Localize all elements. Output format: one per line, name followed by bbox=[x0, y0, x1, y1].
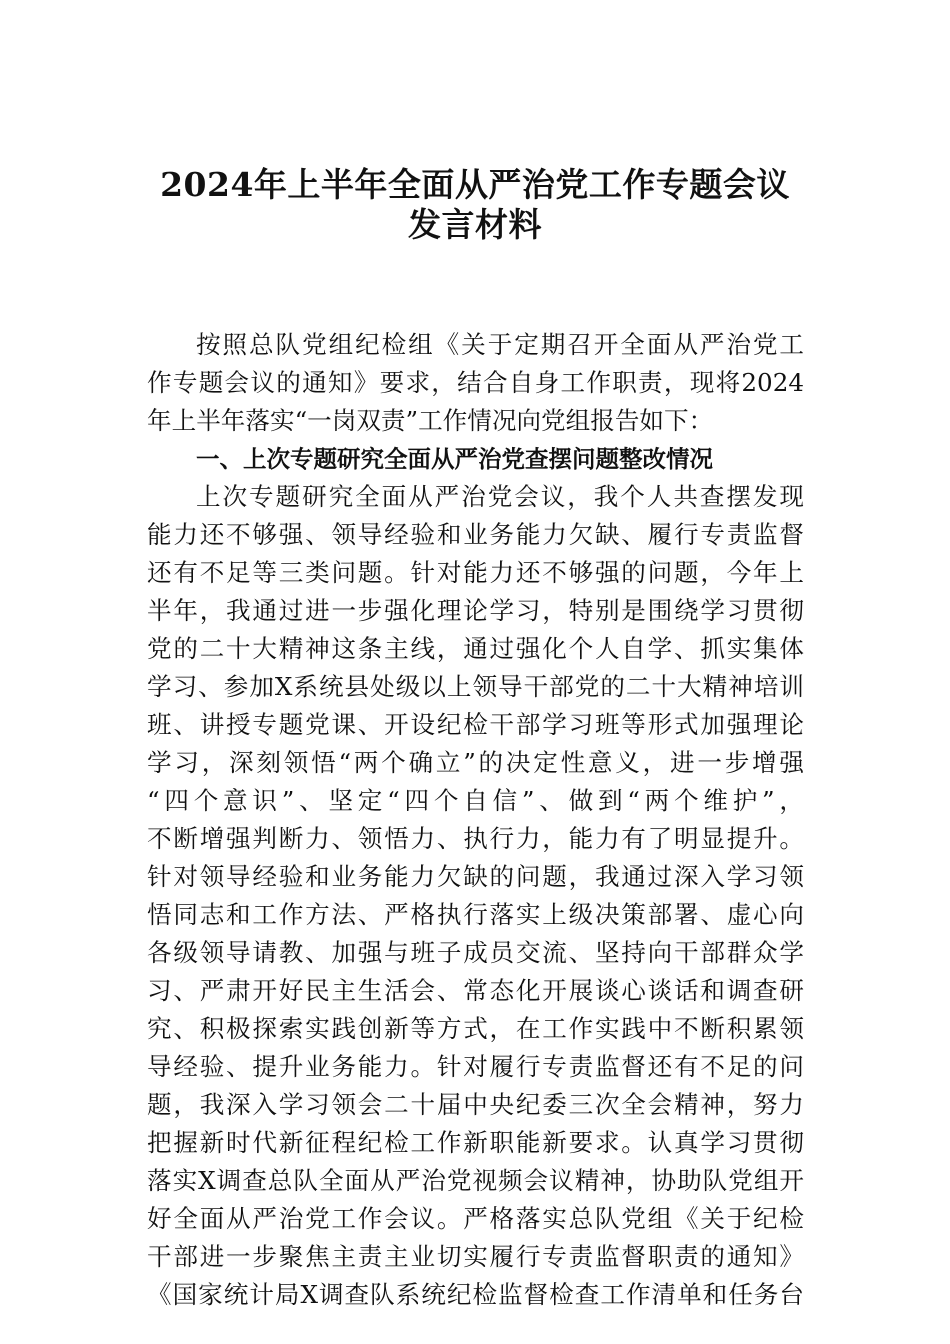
section-paragraph-line: 好全面从严治党工作会议。严格落实总队党组《关于纪检 bbox=[147, 1204, 804, 1233]
section-paragraph-line: 习、严肃开好民主生活会、常态化开展谈心谈话和调查研 bbox=[147, 976, 804, 1005]
intro-paragraph-line: 作专题会议的通知》要求，结合自身工作职责，现将2024 bbox=[147, 368, 804, 397]
section-paragraph-line: 针对领导经验和业务能力欠缺的问题，我通过深入学习领 bbox=[147, 862, 804, 891]
section-paragraph-line: 《国家统计局X调查队系统纪检监督检查工作清单和任务台 bbox=[147, 1280, 804, 1309]
document-title-line-1: 2024年上半年全面从严治党工作专题会议 bbox=[160, 165, 790, 204]
section-paragraph-line: 干部进一步聚焦主责主业切实履行专责监督职责的通知》 bbox=[147, 1242, 804, 1271]
intro-paragraph-line: 年上半年落实“一岗双责”工作情况向党组报告如下： bbox=[147, 406, 714, 435]
section-paragraph-line: 把握新时代新征程纪检工作新职能新要求。认真学习贯彻 bbox=[147, 1128, 804, 1157]
section-paragraph-line: 学习，深刻领悟“两个确立”的决定性意义，进一步增强 bbox=[147, 748, 804, 777]
document-title-line-2: 发言材料 bbox=[408, 205, 542, 244]
section-paragraph-line: “四个意识”、坚定“四个自信”、做到“两个维护”， bbox=[147, 786, 804, 815]
section-paragraph-line: 上次专题研究全面从严治党会议，我个人共查摆发现 bbox=[196, 482, 804, 511]
section-paragraph-line: 不断增强判断力、领悟力、执行力，能力有了明显提升。 bbox=[147, 824, 804, 853]
section-paragraph-line: 究、积极探索实践创新等方式，在工作实践中不断积累领 bbox=[147, 1014, 804, 1043]
section-paragraph-line: 各级领导请教、加强与班子成员交流、坚持向干部群众学 bbox=[147, 938, 804, 967]
section-paragraph-line: 学习、参加X系统县处级以上领导干部党的二十大精神培训 bbox=[147, 672, 804, 701]
document-body bbox=[147, 326, 804, 1314]
section-paragraph-line: 还有不足等三类问题。针对能力还不够强的问题，今年上 bbox=[147, 558, 804, 587]
section-paragraph-line: 半年，我通过进一步强化理论学习，特别是围绕学习贯彻 bbox=[147, 596, 804, 625]
section-heading: 一、上次专题研究全面从严治党查摆问题整改情况 bbox=[196, 445, 713, 473]
section-paragraph-line: 题，我深入学习领会二十届中央纪委三次全会精神，努力 bbox=[147, 1090, 804, 1119]
section-paragraph-line: 能力还不够强、领导经验和业务能力欠缺、履行专责监督 bbox=[147, 520, 804, 549]
section-paragraph-line: 落实X调查总队全面从严治党视频会议精神，协助队党组开 bbox=[147, 1166, 804, 1195]
intro-paragraph-line: 按照总队党组纪检组《关于定期召开全面从严治党工 bbox=[196, 330, 804, 359]
section-paragraph-line: 党的二十大精神这条主线，通过强化个人自学、抓实集体 bbox=[147, 634, 804, 663]
section-paragraph-line: 悟同志和工作方法、严格执行落实上级决策部署、虚心向 bbox=[147, 900, 804, 929]
section-paragraph-line: 导经验、提升业务能力。针对履行专责监督还有不足的问 bbox=[147, 1052, 804, 1081]
section-paragraph-line: 班、讲授专题党课、开设纪检干部学习班等形式加强理论 bbox=[147, 710, 804, 739]
